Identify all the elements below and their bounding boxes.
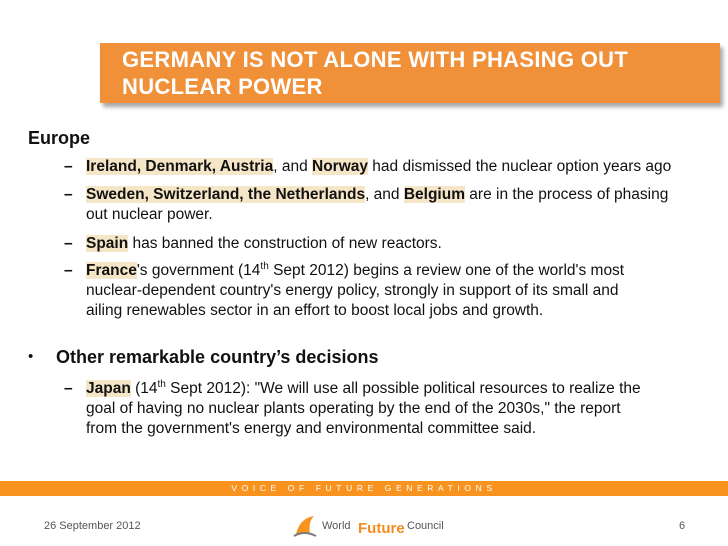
- country-highlight: Belgium: [403, 186, 465, 203]
- dash-marker: –: [64, 262, 73, 279]
- item-text: , and: [273, 158, 312, 175]
- slide-date: 26 September 2012: [44, 520, 141, 532]
- country-highlight: Sweden, Switzerland, the Netherlands: [86, 186, 366, 203]
- item-text: , and: [365, 186, 404, 203]
- item-text: out nuclear power.: [86, 206, 213, 223]
- other-heading: Other remarkable country’s decisions: [56, 347, 379, 367]
- list-item-japan: [64, 379, 704, 441]
- country-highlight: Spain: [86, 235, 129, 252]
- item-text: from the government's energy and environmental committee said.: [86, 420, 537, 437]
- dash-marker: –: [64, 186, 73, 203]
- country-highlight: Ireland, Denmark, Austria: [86, 158, 274, 175]
- dash-marker: –: [64, 158, 73, 175]
- page-number: 6: [679, 520, 686, 532]
- item-text: goal of having no nuclear plants operating by the end of the 2030s," the report: [86, 400, 621, 417]
- bullet-icon: •: [28, 348, 34, 365]
- list-item-france: [64, 261, 704, 323]
- country-highlight: Norway: [312, 158, 368, 175]
- country-highlight: France: [86, 262, 137, 279]
- item-text: are in the process of phasing: [465, 186, 669, 203]
- item-text: (14: [130, 380, 158, 397]
- world-future-council-logo: [290, 512, 450, 542]
- item-text: Sept 2012): "We will use all possible political resources to realize the: [165, 380, 641, 397]
- list-item-sweden: [64, 185, 704, 227]
- logo-council-text: Council: [407, 520, 444, 532]
- logo-future-text: Future: [358, 520, 405, 537]
- list-item-ireland: [64, 157, 704, 177]
- europe-heading: Europe: [28, 128, 91, 148]
- item-text: ailing renewables sector in an effort to boost local jobs and growth.: [86, 302, 544, 319]
- superscript: th: [260, 260, 269, 272]
- dash-marker: –: [64, 235, 73, 252]
- list-item-spain: [64, 234, 704, 254]
- country-highlight: Japan: [86, 380, 131, 397]
- superscript: th: [157, 378, 166, 390]
- item-text: nuclear-dependent country's energy policy, strongly in support of its small and: [86, 282, 619, 299]
- slide-title-line-1: GERMANY IS NOT ALONE WITH PHASING OUT: [122, 47, 629, 72]
- item-text: has banned the construction of new reactors.: [128, 235, 442, 252]
- logo-emblem-icon: [290, 512, 320, 542]
- dash-marker: –: [64, 380, 73, 397]
- slide-title-line-2: NUCLEAR POWER: [122, 74, 323, 99]
- item-text: Sept 2012) begins a review one of the world's most: [268, 262, 625, 279]
- footer-tagline: VOICE OF FUTURE GENERATIONS: [231, 483, 497, 493]
- item-text: 's government (14: [136, 262, 261, 279]
- item-text: had dismissed the nuclear option years ago: [368, 158, 672, 175]
- logo-world-text: World: [322, 520, 351, 532]
